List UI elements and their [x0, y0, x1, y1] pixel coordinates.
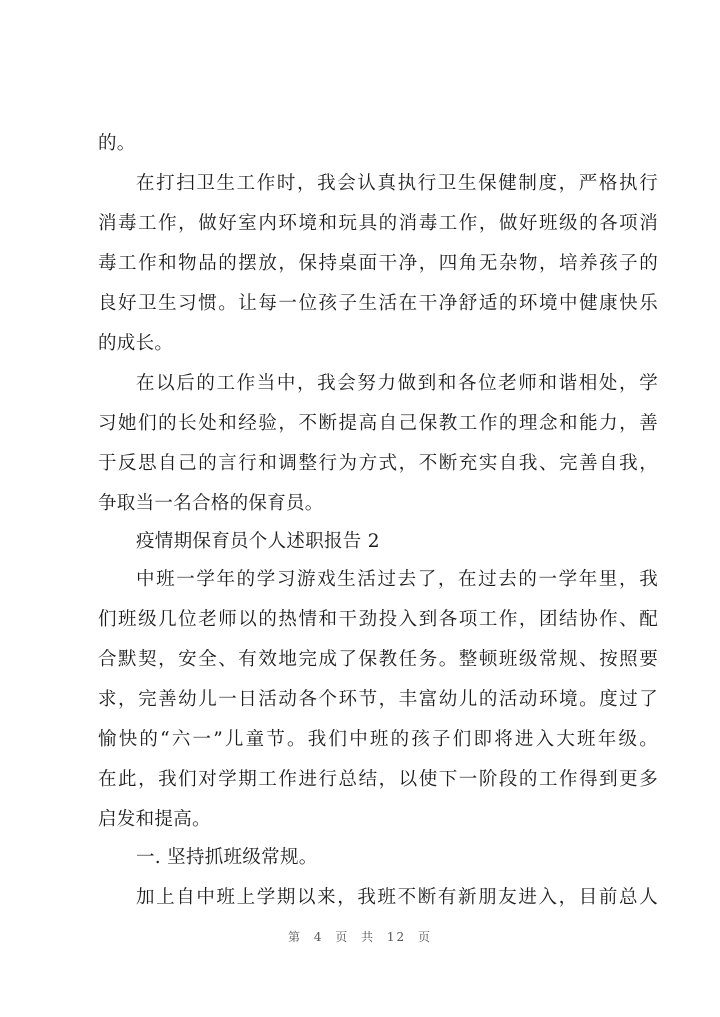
paragraph-first-line: 中班一学年的学习游戏生活过去了，在过去的一学年里，我 [136, 569, 658, 590]
paragraph-first-line: 在以后的工作当中，我会努力做到和各位老师和谐相处，学 [136, 373, 658, 394]
section-heading: 一. 坚持抓班级常规。 [136, 847, 318, 868]
paragraph-first-line: 在打扫卫生工作时，我会认真执行卫生保健制度，严格执行 [136, 173, 658, 194]
text-line: 的成长。 [98, 333, 174, 354]
text-line: 愉快的“六一”儿童节。我们中班的孩子们即将进入大班年级。 [98, 729, 658, 750]
page-number-footer: 第 4 页 共 12 页 [288, 930, 432, 944]
text-line: 消毒工作，做好室内环境和玩具的消毒工作，做好班级的各项消 [98, 213, 658, 234]
text-line: 习她们的长处和经验，不断提高自己保教工作的理念和能力，善 [98, 413, 658, 434]
text-line: 于反思自己的言行和调整行为方式，不断充实自我、完善自我， [98, 453, 658, 474]
text-line: 良好卫生习惯。让每一位孩子生活在干净舒适的环境中健康快乐 [98, 293, 658, 314]
paragraph-first-line: 加上自中班上学期以来，我班不断有新朋友进入，目前总人 [136, 887, 658, 908]
text-line: 在此，我们对学期工作进行总结，以使下一阶段的工作得到更多 [98, 769, 658, 790]
text-line: 求，完善幼儿一日活动各个环节，丰富幼儿的活动环境。度过了 [98, 689, 658, 710]
section-title: 疫情期保育员个人述职报告 2 [136, 531, 380, 552]
text-line: 毒工作和物品的摆放，保持桌面干净，四角无杂物，培养孩子的 [98, 253, 658, 274]
text-line: 们班级几位老师以的热情和干劲投入到各项工作，团结协作、配 [98, 609, 658, 630]
text-line: 的。 [98, 133, 136, 154]
text-line: 启发和提高。 [98, 809, 211, 830]
text-line: 争取当一名合格的保育员。 [98, 493, 324, 514]
text-line: 合默契，安全、有效地完成了保教任务。整顿班级常规、按照要 [98, 649, 658, 670]
